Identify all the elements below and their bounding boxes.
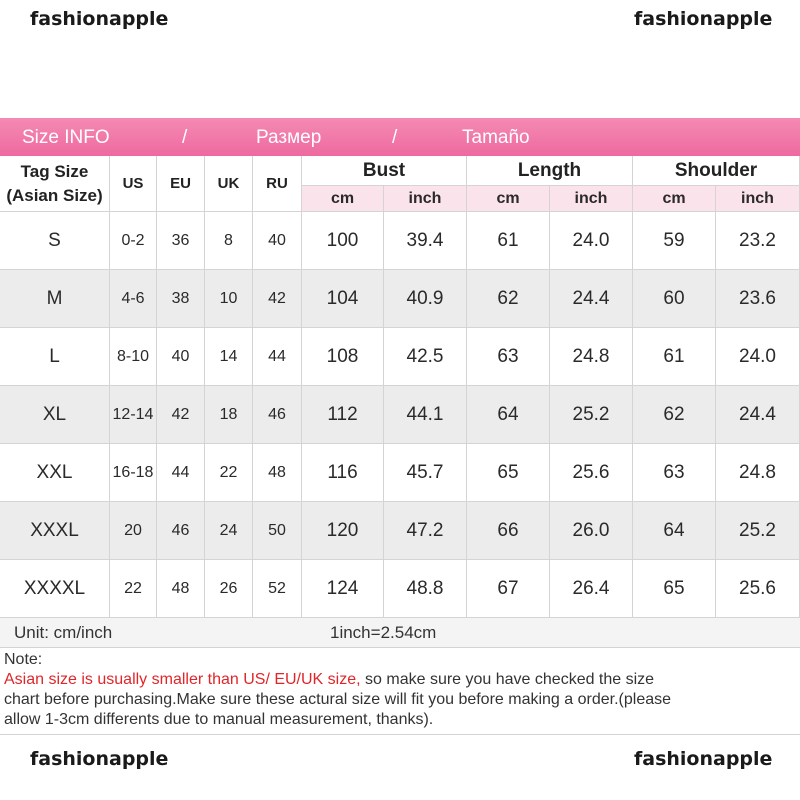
cell-bust-inch: 47.2 (384, 502, 467, 560)
cell-shoulder-inch: 24.4 (716, 386, 800, 444)
cell-shoulder-inch: 23.6 (716, 270, 800, 328)
cell-bust-cm: 112 (302, 386, 384, 444)
header-bust: Bust (302, 156, 467, 186)
note-highlight: Asian size is usually smaller than US/ EU/UK size, (4, 671, 361, 688)
note-line-2: chart before purchasing.Make sure these actural size will fit you before making a order.(please (4, 691, 672, 708)
cell-shoulder-inch: 25.6 (716, 560, 800, 618)
cell-us: 12-14 (110, 386, 157, 444)
cell-uk: 8 (205, 212, 253, 270)
cell-us: 16-18 (110, 444, 157, 502)
cell-tag-size: XL (0, 386, 110, 444)
cell-ru: 46 (253, 386, 302, 444)
banner-separator: / (182, 127, 188, 148)
subheader-cm: cm (302, 186, 384, 212)
cell-length-cm: 65 (467, 444, 550, 502)
banner-separator: / (392, 127, 398, 148)
cell-uk: 18 (205, 386, 253, 444)
cell-ru: 50 (253, 502, 302, 560)
cell-bust-inch: 40.9 (384, 270, 467, 328)
note-line-1: Asian size is usually smaller than US/ EU/UK size, so make sure you have checked the size (4, 671, 655, 688)
subheader-inch: inch (550, 186, 633, 212)
cell-eu: 38 (157, 270, 205, 328)
note-line-3: allow 1-3cm differents due to manual measurement, thanks). (4, 711, 434, 728)
cell-bust-cm: 116 (302, 444, 384, 502)
cell-uk: 14 (205, 328, 253, 386)
size-info-banner (0, 118, 800, 156)
cell-length-cm: 63 (467, 328, 550, 386)
cell-length-inch: 26.0 (550, 502, 633, 560)
cell-bust-inch: 45.7 (384, 444, 467, 502)
watermark: fashionapple (634, 748, 773, 770)
cell-length-cm: 61 (467, 212, 550, 270)
cell-shoulder-cm: 61 (633, 328, 716, 386)
header-us: US (110, 156, 157, 212)
cell-shoulder-cm: 65 (633, 560, 716, 618)
banner-spanish: Tamaño (462, 127, 530, 148)
cell-length-inch: 25.6 (550, 444, 633, 502)
cell-ru: 42 (253, 270, 302, 328)
cell-us: 4-6 (110, 270, 157, 328)
unit-row (0, 618, 800, 648)
cell-eu: 46 (157, 502, 205, 560)
note-section (0, 648, 800, 735)
cell-us: 8-10 (110, 328, 157, 386)
cell-bust-cm: 108 (302, 328, 384, 386)
cell-ru: 52 (253, 560, 302, 618)
header-uk: UK (205, 156, 253, 212)
cell-tag-size: L (0, 328, 110, 386)
watermark: fashionapple (30, 8, 169, 30)
cell-bust-inch: 44.1 (384, 386, 467, 444)
watermark: fashionapple (30, 748, 169, 770)
cell-shoulder-inch: 25.2 (716, 502, 800, 560)
cell-tag-size: XXXXL (0, 560, 110, 618)
cell-bust-inch: 39.4 (384, 212, 467, 270)
cell-uk: 10 (205, 270, 253, 328)
cell-bust-inch: 42.5 (384, 328, 467, 386)
cell-bust-inch: 48.8 (384, 560, 467, 618)
cell-ru: 48 (253, 444, 302, 502)
banner-size-info: Size INFO (22, 127, 110, 148)
header-ru: RU (253, 156, 302, 212)
cell-length-inch: 24.4 (550, 270, 633, 328)
subheader-inch: inch (716, 186, 800, 212)
cell-uk: 26 (205, 560, 253, 618)
cell-length-inch: 24.0 (550, 212, 633, 270)
cell-shoulder-cm: 59 (633, 212, 716, 270)
header-eu: EU (157, 156, 205, 212)
cell-shoulder-cm: 64 (633, 502, 716, 560)
cell-length-inch: 25.2 (550, 386, 633, 444)
cell-length-cm: 64 (467, 386, 550, 444)
cell-eu: 40 (157, 328, 205, 386)
subheader-cm: cm (467, 186, 550, 212)
cell-bust-cm: 120 (302, 502, 384, 560)
cell-ru: 44 (253, 328, 302, 386)
banner-russian: Размер (256, 127, 322, 148)
cell-us: 20 (110, 502, 157, 560)
header-length: Length (467, 156, 633, 186)
cell-uk: 22 (205, 444, 253, 502)
cell-shoulder-cm: 62 (633, 386, 716, 444)
cell-us: 22 (110, 560, 157, 618)
header-shoulder: Shoulder (633, 156, 800, 186)
cell-length-cm: 66 (467, 502, 550, 560)
watermark: fashionapple (634, 8, 773, 30)
cell-tag-size: XXL (0, 444, 110, 502)
cell-tag-size: XXXL (0, 502, 110, 560)
cell-tag-size: M (0, 270, 110, 328)
header-tag-size: Tag Size (Asian Size) (0, 156, 110, 212)
cell-length-inch: 26.4 (550, 560, 633, 618)
cell-bust-cm: 104 (302, 270, 384, 328)
cell-eu: 42 (157, 386, 205, 444)
cell-shoulder-inch: 24.0 (716, 328, 800, 386)
cell-shoulder-inch: 23.2 (716, 212, 800, 270)
cell-tag-size: S (0, 212, 110, 270)
cell-shoulder-inch: 24.8 (716, 444, 800, 502)
cell-eu: 44 (157, 444, 205, 502)
cell-uk: 24 (205, 502, 253, 560)
cell-bust-cm: 124 (302, 560, 384, 618)
cell-length-inch: 24.8 (550, 328, 633, 386)
subheader-cm: cm (633, 186, 716, 212)
cell-length-cm: 62 (467, 270, 550, 328)
cell-eu: 36 (157, 212, 205, 270)
cell-shoulder-cm: 60 (633, 270, 716, 328)
unit-conversion: 1inch=2.54cm (330, 623, 437, 642)
size-table (0, 156, 800, 618)
subheader-inch: inch (384, 186, 467, 212)
note-title: Note: (4, 651, 43, 668)
unit-label: Unit: cm/inch (14, 623, 113, 642)
cell-shoulder-cm: 63 (633, 444, 716, 502)
cell-ru: 40 (253, 212, 302, 270)
cell-eu: 48 (157, 560, 205, 618)
cell-us: 0-2 (110, 212, 157, 270)
cell-length-cm: 67 (467, 560, 550, 618)
cell-bust-cm: 100 (302, 212, 384, 270)
